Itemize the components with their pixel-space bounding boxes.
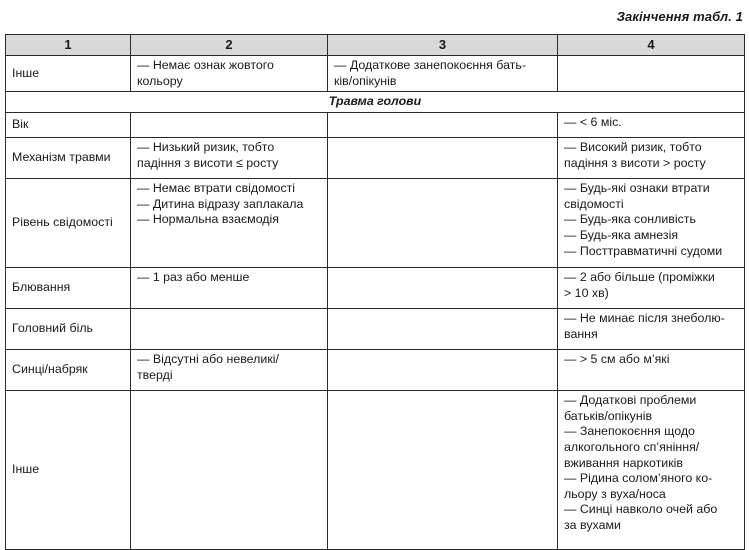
cell-col-3 [328, 309, 558, 350]
cell-line: — 1 раз або менше [137, 270, 250, 285]
cell-col-3 [328, 56, 558, 92]
cell-col-4 [558, 113, 745, 138]
cell-col-4 [558, 391, 745, 550]
section-row [6, 92, 745, 113]
cell-col-3 [328, 138, 558, 179]
cell-line: — Відсутні або невеликі/ [137, 352, 279, 367]
cell-line: — Не минає після знеболю- [564, 311, 725, 326]
cell-line: — Додаткові проблеми [564, 393, 697, 408]
cell-line: — Немає втрати свідомості [137, 181, 296, 196]
cell-col-3 [328, 350, 558, 391]
criteria-table [5, 34, 745, 550]
table-body-main [6, 113, 745, 550]
cell-col-1: Рівень свідомості [6, 179, 131, 268]
cell-col-4 [558, 179, 745, 268]
table-caption: Закінчення табл. 1 [616, 9, 743, 24]
table-row [6, 391, 745, 550]
cell-col-2 [131, 268, 328, 309]
cell-line: батьків/опікунів [564, 408, 653, 423]
cell-line: — 2 або більше (проміжки [564, 270, 715, 285]
cell-line: — Нормальна взаємодія [137, 212, 280, 227]
cell-col-3 [328, 268, 558, 309]
cell-line: — Немає ознак жовтого [137, 58, 274, 72]
cell-line: — > 5 см або м’які [564, 352, 670, 367]
cell-line: — Рідина солом’яного ко- [564, 471, 713, 486]
cell-line: — Будь-яка сонливість [564, 212, 696, 227]
cell-col-4 [558, 268, 745, 309]
table-row [6, 113, 745, 138]
cell-line: вання [564, 326, 598, 341]
cell-col-2 [131, 391, 328, 550]
cell-col-3 [328, 391, 558, 550]
section-body [6, 92, 745, 113]
cell-col-4 [558, 56, 745, 92]
cell-col-3 [328, 113, 558, 138]
cell-line: ків/опікунів [334, 73, 397, 88]
cell-line: > 10 хв) [564, 285, 609, 300]
table-row [6, 309, 745, 350]
table-row [6, 268, 745, 309]
cell-line: — Будь-які ознаки втрати [564, 181, 710, 196]
cell-line: — Низький ризик, тобто [137, 140, 275, 155]
cell-line: вживання наркотиків [564, 455, 683, 470]
cell-line: свідомості [564, 196, 624, 211]
cell-col-1: Вік [6, 113, 131, 138]
cell-line: кольору [137, 73, 183, 88]
table-body-top [6, 56, 745, 92]
cell-line: — Занепокоєння щодо [564, 424, 695, 439]
cell-line: — Синці навколо очей або [564, 502, 718, 517]
table-row [6, 56, 745, 92]
cell-col-3 [328, 179, 558, 268]
cell-col-2 [131, 350, 328, 391]
column-header-2: 2 [131, 35, 328, 56]
cell-line: падіння з висоти > росту [564, 155, 706, 170]
cell-col-1: Головний біль [6, 309, 131, 350]
table-row [6, 350, 745, 391]
cell-col-2 [131, 179, 328, 268]
cell-col-2 [131, 113, 328, 138]
cell-col-1: Інше [6, 56, 131, 92]
cell-line: — Високий ризик, тобто [564, 140, 702, 155]
cell-line: — Дитина відразу заплакала [137, 196, 304, 211]
cell-line: за вухами [564, 517, 621, 532]
cell-line: — < 6 міс. [564, 115, 622, 130]
cell-line: льору з вуха/носа [564, 486, 666, 501]
cell-line: — Додаткове занепокоєння бать- [334, 58, 526, 72]
cell-col-1: Синці/набряк [6, 350, 131, 391]
column-header-3: 3 [328, 35, 558, 56]
section-title: Травма голови [6, 92, 745, 113]
cell-line: — Будь-яка амнезія [564, 227, 679, 242]
header-row [6, 35, 745, 56]
cell-col-2 [131, 138, 328, 179]
table-row [6, 179, 745, 268]
cell-line: алкогольного сп’яніння/ [564, 439, 700, 454]
table-row [6, 138, 745, 179]
cell-line: — Посттравматичні судоми [564, 243, 723, 258]
cell-col-2 [131, 309, 328, 350]
cell-line: падіння з висоти ≤ росту [137, 155, 279, 170]
cell-line: тверді [137, 367, 173, 382]
column-header-4: 4 [558, 35, 745, 56]
cell-col-1: Механізм травми [6, 138, 131, 179]
column-header-1: 1 [6, 35, 131, 56]
cell-col-4 [558, 350, 745, 391]
cell-col-4 [558, 309, 745, 350]
cell-col-4 [558, 138, 745, 179]
cell-col-2 [131, 56, 328, 92]
cell-col-1: Блювання [6, 268, 131, 309]
cell-col-1: Інше [6, 391, 131, 550]
